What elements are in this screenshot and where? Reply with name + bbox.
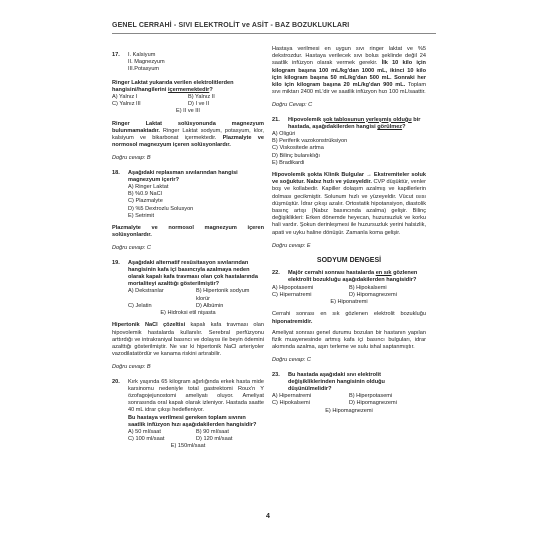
question-21 <box>272 117 426 167</box>
explanation-bold: Hipertonik NaCl çözeltisi <box>112 322 186 329</box>
option-e: E) II ve III <box>176 108 200 115</box>
options <box>112 94 264 108</box>
question-19-head <box>112 260 264 289</box>
explanation-bold: Ringer Laktat solüsyonunda magnezyum bulunmamaktadır. <box>112 120 264 134</box>
section-title: SODYUM DENGESİ <box>316 257 382 265</box>
option-a: A) Hipopotasemi <box>272 284 314 291</box>
explanation-22 <box>272 311 426 325</box>
running-header: GENEL CERRAHİ - SIVI ELEKTROLİT ve ASİT - BAZ BOZUKLUKLARI <box>112 22 350 29</box>
explanation-bold: Plazmalyte ve normosol magnezyum içeren solüsyonlardır. <box>112 135 264 149</box>
question-number: 18. <box>112 169 120 176</box>
answer-18: Doğru cevap: C <box>112 245 151 252</box>
header-rule <box>112 33 436 34</box>
option-c: C) Jelatin <box>128 302 152 309</box>
explanation-bold: İlk 10 kilo için kilogram başına 100 mL/kg'dan 1000 mL, ikinci 10 kilo için kilogram başına 50 mL/kg'dan 500 mL. Sonraki her kilo için kilogram başına 20 mL/kg'dan 900 mL. <box>272 60 426 89</box>
option-d: D) Hipomagnezemi <box>349 291 397 298</box>
question-stem <box>288 270 426 284</box>
question-stem <box>288 117 426 131</box>
stem-underlined: görülmez <box>377 123 403 130</box>
option-e: E) Bradikardi <box>272 159 305 166</box>
option-a: A) Ringer Laktat <box>128 184 169 191</box>
page-number: 4 <box>266 513 270 520</box>
explanation-22-case: Ameliyat sonrası genel durumu bozulan bir hastanın yapılan fizik muayenesinde artmış kafa içi basıncı bulguları, idrar akımında azalma, aşırı terleme ve sulu ishal saptanmıştır. <box>272 329 426 351</box>
option-c: C) 100 ml/saat <box>128 436 165 443</box>
question-18 <box>112 170 264 220</box>
question-stem: Bu hastada aşağıdaki sıvı elektrolit değişikliklerinden hangisinin olduğu düşünülmelidir? <box>288 371 385 392</box>
option-e: E) Hidroksi etil nişasta <box>160 310 216 317</box>
option-a: A) Yalnız I <box>112 94 138 101</box>
explanation-17 <box>112 121 264 150</box>
option-b: B) Periferik vazokonstrüksiyon <box>272 138 348 145</box>
stem-text: ? <box>402 123 406 130</box>
option-c: C) Plazmalyte <box>128 198 163 205</box>
explanation-19 <box>112 322 264 358</box>
question-17 <box>112 52 264 116</box>
option-c: C) Hipernatremi <box>272 291 312 298</box>
item: III.Potasyum <box>128 66 160 73</box>
option-d: D) Albümin <box>196 302 224 309</box>
options <box>128 288 264 310</box>
option-a: A) Dekstranlar <box>128 288 164 295</box>
question-stem: Aşağıdaki alternatif resüsitasyon sıvılarından hangisinin kafa içi basıncıyla azalmaya neden olarak kapalı kafa travması olan çok hastalarında mortaliteyi azalttığı gösterilmiştir? <box>128 259 258 288</box>
question-23-head <box>272 372 426 394</box>
option-d: D) Hipomagnezemi <box>349 400 397 407</box>
question-20 <box>112 379 264 451</box>
explanation-18: Plazmalyte ve normosol magnezyum içeren solüsyonlardır. <box>112 225 264 239</box>
option-c: C) Hipokalsemi <box>272 400 310 407</box>
explanation-text: kapalı kafa travması olan hipovolemik hastalarda kullanılır. Serebral perfüzyonu arttırdığı ve intrakraniyal basıncı ve dolayısı ile beyin ödemini azalttığı gösterilmiştir. Ne var ki hipertonik NaCl arteriyoler vazodilatatördür ve kanama riskini artırabilir. <box>112 322 264 358</box>
question-18-head <box>112 170 264 184</box>
option-e: E) 150ml/saat <box>170 443 206 450</box>
question-stem: Aşağıdaki replasman sıvılarından hangisi magnezyum içerir? <box>128 169 238 183</box>
explanation-text: Cerrahi sonrası en sık gözlenen elektrolit bozukluğu <box>272 311 426 318</box>
explanation-text: Hastaya verilmesi en uygun sıvı ringer laktat ve %5 dekstrozdur. Hastaya verilecek sıvı bolus şeklinde değil 24 saatlik infüzyon olarak vermek gerekir. <box>272 46 426 67</box>
option-d: D) Bilinç bulanıklığı <box>272 152 320 159</box>
question-number: 19. <box>112 259 120 266</box>
question-prompt: Bu hastaya verilmesi gereken toplam sıvının saatlik infüzyon hızı aşağıdakilerden hangisidir? <box>128 414 257 428</box>
item: II. Magnezyum <box>128 59 165 66</box>
question-number: 22. <box>272 270 280 277</box>
stem-text: bir hastada, aşağıdakilerden hangisi <box>288 116 421 130</box>
option-b: B) Hipokalsemi <box>349 284 387 291</box>
options <box>272 393 426 407</box>
question-23 <box>272 372 426 415</box>
stem-underlined: içermemektedir <box>167 86 210 93</box>
question-number: 20. <box>112 378 120 385</box>
question-20-head <box>112 379 264 415</box>
question-22 <box>272 270 426 306</box>
question-number: 23. <box>272 371 280 378</box>
question-17-head <box>112 52 264 74</box>
option-e: E) Hipomagnezemi <box>325 407 373 414</box>
option-b: B) Yalnız II <box>188 94 215 101</box>
question-stem <box>112 80 264 94</box>
stem-underlined: en sık <box>375 270 392 277</box>
stem-text: gözlenen elektrolit bozukluğu aşağıdakilerden hangisidir? <box>288 270 418 284</box>
stem-underlined: şok tablosunun yerleşmiş olduğu <box>322 116 412 123</box>
explanation-21 <box>272 172 426 237</box>
option-a: A) 50 ml/saat <box>128 428 161 435</box>
answer-20: Doğru Cevap: C <box>272 102 313 109</box>
option-d: D) 120 ml/saat <box>196 436 233 443</box>
option-b: B) Hiperpotasemi <box>349 393 393 400</box>
answer-22: Doğru cevap: C <box>272 357 311 364</box>
option-a: A) Hipernatremi <box>272 393 312 400</box>
stem-text: ? <box>209 86 213 93</box>
explanation-text: Ringer Laktat sodyum, potasyum, klor, kalsiyum ve bikarbonat içermektedir. <box>112 127 264 142</box>
answer-21: Doğru cevap: E <box>272 242 311 249</box>
answer-17: Doğru cevap: B <box>112 155 151 162</box>
explanation-bold: Hipovolemik şokta Klinik Bulgular → Ekstremiteler soluk ve soğuktur. Nabız hızlı ve yüzeyeldir. <box>272 172 426 186</box>
question-stem: Kırk yaşında 65 kilogram ağırlığında erkek hasta mide karsinomu nedeniyle total gastrektomi Roux'n Y özofagojejunostomi ameliyatı oluyor. Ameliyat sonrasında oral kapalı olarak izleniyor. Hastada saatte 40 mL idrar çıkışı hedefleniyor. <box>128 378 264 414</box>
explanation-bold: hiponatremidir. <box>272 318 313 325</box>
option-c: C) Yalnız III <box>112 101 141 108</box>
explanation-20 <box>272 46 426 96</box>
option-b: B) Hipertonik sodyum klorür <box>196 288 250 302</box>
option-e: E) Hiponatremi <box>330 299 368 306</box>
stem-text: Hipovolemik <box>288 116 323 123</box>
question-22-head <box>272 270 426 284</box>
question-21-head <box>272 117 426 131</box>
left-column <box>112 52 264 456</box>
stem-text: Majör cerrahi sonrası hastalarda <box>288 270 376 277</box>
question-number: 17. <box>112 52 120 58</box>
options <box>128 429 264 443</box>
right-column <box>272 46 426 420</box>
explanation-text: CVP düşüktür, venler boş ve kollabedir. Kapiller dolaşım azalmış ve kapillerlerin dolması gecikmiştir. Solunum hızlı ve yüzeyeldir. Vücut ısısı düşmüştür. İdrar çıkışı azalır. Ortostatik hipotansiyon, diastolik basınç artışı (Nabız basıncında azalma) gelişir. Bilinç değişiklikleri: Erken dönemde heyecan, huzursuzluk ve korku hali vardır. Şokun derinleşmesi ile huzursuzluk yerini halsizlik, apati ve uyku haline dönüşür. Zamanla koma gelişir. <box>272 179 426 236</box>
question-19 <box>112 260 264 318</box>
question-number: 21. <box>272 116 280 123</box>
item: I. Kalsiyum <box>128 52 156 58</box>
option-d: D) I ve II <box>188 101 210 108</box>
option-a: A) Oligüri <box>272 131 296 138</box>
option-e: E) Setrimit <box>128 212 155 219</box>
option-b: B) %0.9 NaCl <box>128 191 162 198</box>
options <box>272 285 426 299</box>
option-d: D) %5 Dextrozlu Solusyon <box>128 205 194 212</box>
option-c: C) Viskositede artma <box>272 145 324 152</box>
explanation-text: Toplam sıvı miktarı 2400 mL'dir ve saatlik infüzyon hızı 100 mL/saattir. <box>272 82 426 96</box>
option-b: B) 90 ml/saat <box>196 428 229 435</box>
item-list <box>128 52 165 74</box>
stem-text: Ringer Laktat yukarıda verilen elektrolitlerden hangisini/hangilerini <box>112 79 234 93</box>
answer-19: Doğru cevap: B <box>112 364 151 371</box>
